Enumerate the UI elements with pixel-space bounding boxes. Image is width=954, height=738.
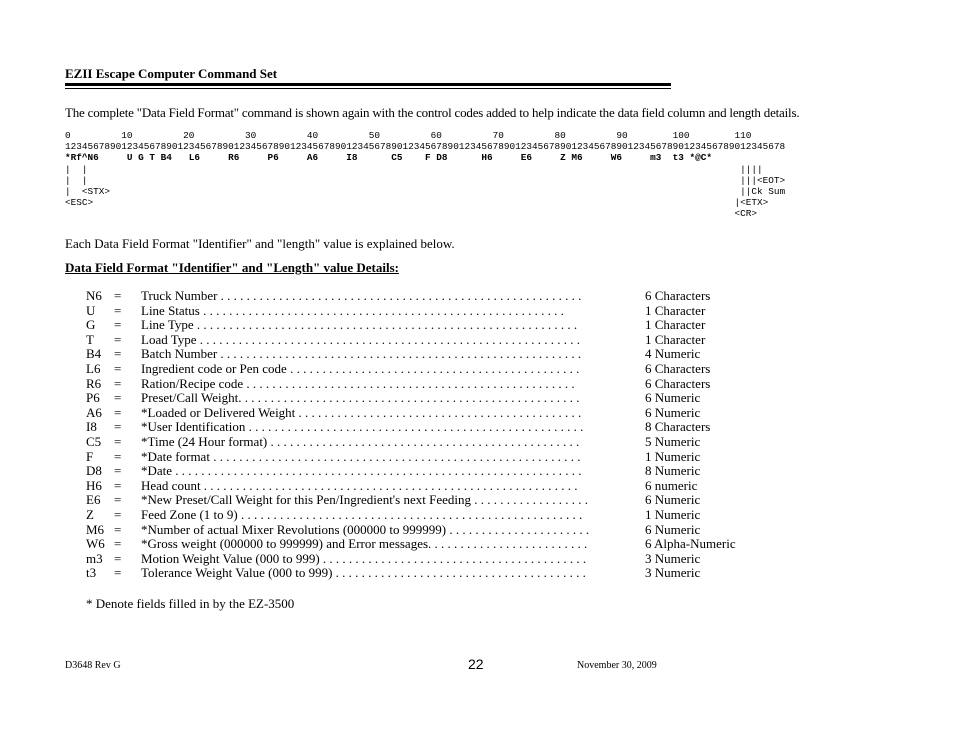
field-identifier: D8	[86, 463, 102, 479]
field-identifier: m3	[86, 550, 103, 566]
intro-paragraph: The complete "Data Field Format" command is shown again with the control codes added to help indicate the data field column and length details.	[65, 105, 800, 120]
field-description: Line Status . . . . . . . . . . . . . . . . . . . . . . . . . . . . . . . . . . . . . . . . . . . . . . . . . . . . . . . .	[141, 302, 564, 318]
field-identifier: B4	[86, 346, 102, 362]
field-identifier: T	[86, 331, 94, 347]
column-scale-numbers: 0 10 20 30 40 50 60 70 80 90 100 110	[65, 130, 752, 141]
field-description: *Loaded or Delivered Weight . . . . . . . . . . . . . . . . . . . . . . . . . . . . . . . . . . . . . . . . . . . .	[141, 404, 582, 420]
field-identifier: W6	[86, 536, 105, 552]
control-code-line-1: | | ||||	[65, 163, 763, 175]
field-length: 6 Characters	[645, 288, 711, 303]
control-code-line-2: | | |||<EOT>	[65, 174, 786, 186]
title-rule-thick	[65, 83, 671, 86]
field-description: Feed Zone (1 to 9) . . . . . . . . . . . . . . . . . . . . . . . . . . . . . . . . . . . . . . . . . . . . . . . . . . . . .	[141, 506, 583, 522]
footer-doc-id: D3648 Rev G	[65, 660, 121, 671]
field-description: Ingredient code or Pen code . . . . . . . . . . . . . . . . . . . . . . . . . . . . . . . . . . . . . . . . . . . . .	[141, 360, 580, 376]
field-identifier: F	[86, 448, 94, 464]
field-identifier: Z	[86, 506, 94, 522]
footer-page-number: 22	[468, 656, 484, 672]
field-description: *Time (24 Hour format) . . . . . . . . . . . . . . . . . . . . . . . . . . . . . . . . . . . . . . . . . . . . . . . .	[141, 433, 580, 449]
field-identifier: t3	[86, 565, 97, 581]
field-description: Motion Weight Value (000 to 999) . . . . . . . . . . . . . . . . . . . . . . . . . . . . . . . . . . . . . . . . .	[141, 550, 587, 566]
command-string: *Rf^N6 U G T B4 L6 R6 P6 A6 I8 C5 F D8 H6 E6 Z M6 W6 m3 t3 *@C*	[65, 152, 712, 164]
field-equals: =	[114, 463, 122, 479]
explain-paragraph: Each Data Field Format "Identifier" and "length" value is explained below.	[65, 236, 455, 251]
field-equals: =	[114, 331, 122, 347]
field-description: *New Preset/Call Weight for this Pen/Ingredient's next Feeding . . . . . . . . . . . . . . . . . .	[141, 492, 588, 508]
column-scale-digits: 12345678901234567890123456789012345678901234567890123456789012345678901234567890123456789012345678901234567890123456789012345678	[65, 141, 786, 153]
field-description: Tolerance Weight Value (000 to 999) . . . . . . . . . . . . . . . . . . . . . . . . . . . . . . . . . . . . . . .	[141, 565, 586, 581]
field-identifier: R6	[86, 375, 102, 391]
field-equals: =	[114, 521, 122, 537]
field-length: 8 Numeric	[645, 463, 701, 479]
field-equals: =	[114, 390, 122, 406]
field-equals: =	[114, 288, 122, 303]
field-length: 1 Character	[645, 317, 706, 333]
field-equals: =	[114, 317, 122, 333]
field-identifier: I8	[86, 419, 97, 435]
field-length: 1 Numeric	[645, 506, 701, 522]
field-equals: =	[114, 375, 122, 391]
field-description: Preset/Call Weight. . . . . . . . . . . . . . . . . . . . . . . . . . . . . . . . . . . . . . . . . . . . . . . . . . . . .	[141, 390, 580, 406]
field-length: 1 Character	[645, 302, 706, 318]
field-equals: =	[114, 433, 122, 449]
field-length: 6 numeric	[645, 477, 698, 493]
field-description: *User Identification . . . . . . . . . . . . . . . . . . . . . . . . . . . . . . . . . . . . . . . . . . . . . . . . . . . .	[141, 419, 584, 435]
field-description: *Number of actual Mixer Revolutions (000000 to 999999) . . . . . . . . . . . . . . . . . . . . . .	[141, 521, 590, 537]
field-length: 8 Characters	[645, 419, 711, 435]
control-code-line-4: <ESC> |<ETX>	[65, 197, 769, 209]
control-code-line-3: | <STX> ||Ck Sum	[65, 186, 786, 198]
field-description: Truck Number . . . . . . . . . . . . . . . . . . . . . . . . . . . . . . . . . . . . . . . . . . . . . . . . . . . . . . . .	[141, 288, 582, 303]
field-equals: =	[114, 360, 122, 376]
command-format-block	[65, 130, 785, 220]
field-length: 5 Numeric	[645, 433, 701, 449]
field-identifier: G	[86, 317, 96, 333]
field-equals: =	[114, 302, 122, 318]
field-length: 3 Numeric	[645, 565, 701, 581]
field-equals: =	[114, 404, 122, 420]
field-equals: =	[114, 506, 122, 522]
footer-date: November 30, 2009	[577, 660, 657, 671]
field-equals: =	[114, 536, 122, 552]
field-identifier: C5	[86, 433, 102, 449]
field-description: Head count . . . . . . . . . . . . . . . . . . . . . . . . . . . . . . . . . . . . . . . . . . . . . . . . . . . . . . . . . .	[141, 477, 578, 493]
field-identifier: M6	[86, 521, 105, 537]
field-equals: =	[114, 448, 122, 464]
field-length: 6 Numeric	[645, 390, 701, 406]
control-code-line-5: <CR>	[65, 208, 757, 220]
field-equals: =	[114, 477, 122, 493]
field-equals: =	[114, 419, 122, 435]
document-title: EZII Escape Computer Command Set	[65, 66, 278, 81]
field-length: 4 Numeric	[645, 346, 701, 362]
field-identifier: E6	[86, 492, 101, 508]
field-length: 6 Numeric	[645, 521, 701, 537]
field-description: Load Type . . . . . . . . . . . . . . . . . . . . . . . . . . . . . . . . . . . . . . . . . . . . . . . . . . . . . . . . . . .	[141, 331, 581, 347]
field-identifier: H6	[86, 477, 102, 493]
field-description: Ration/Recipe code . . . . . . . . . . . . . . . . . . . . . . . . . . . . . . . . . . . . . . . . . . . . . . . . . . .	[141, 375, 575, 391]
field-length: 1 Character	[645, 331, 706, 347]
field-length: 6 Numeric	[645, 404, 701, 420]
field-identifier: A6	[86, 404, 102, 420]
title-rule-thin	[65, 88, 671, 89]
field-description: *Gross weight (000000 to 999999) and Error messages. . . . . . . . . . . . . . . . . . . . . . . . .	[141, 536, 588, 552]
footnote: * Denote fields filled in by the EZ-3500	[86, 596, 295, 611]
field-length: 6 Characters	[645, 375, 711, 391]
field-equals: =	[114, 346, 122, 362]
field-description: Line Type . . . . . . . . . . . . . . . . . . . . . . . . . . . . . . . . . . . . . . . . . . . . . . . . . . . . . . . . . . .	[141, 317, 578, 333]
field-identifier: U	[86, 302, 96, 318]
field-identifier: L6	[86, 360, 101, 376]
field-length: 3 Numeric	[645, 550, 701, 566]
field-length: 6 Alpha-Numeric	[645, 536, 736, 552]
field-length: 6 Numeric	[645, 492, 701, 508]
field-length: 6 Characters	[645, 360, 711, 376]
field-equals: =	[114, 565, 122, 581]
field-description: *Date format . . . . . . . . . . . . . . . . . . . . . . . . . . . . . . . . . . . . . . . . . . . . . . . . . . . . . . . . .	[141, 448, 581, 464]
field-equals: =	[114, 492, 122, 508]
field-description: Batch Number . . . . . . . . . . . . . . . . . . . . . . . . . . . . . . . . . . . . . . . . . . . . . . . . . . . . . . . .	[141, 346, 582, 362]
field-description: *Date . . . . . . . . . . . . . . . . . . . . . . . . . . . . . . . . . . . . . . . . . . . . . . . . . . . . . . . . . . . . . . .	[141, 463, 582, 479]
field-identifier: P6	[86, 390, 100, 406]
field-length: 1 Numeric	[645, 448, 701, 464]
field-equals: =	[114, 550, 122, 566]
field-identifier: N6	[86, 288, 102, 303]
details-heading: Data Field Format "Identifier" and "Length" value Details:	[65, 260, 399, 275]
